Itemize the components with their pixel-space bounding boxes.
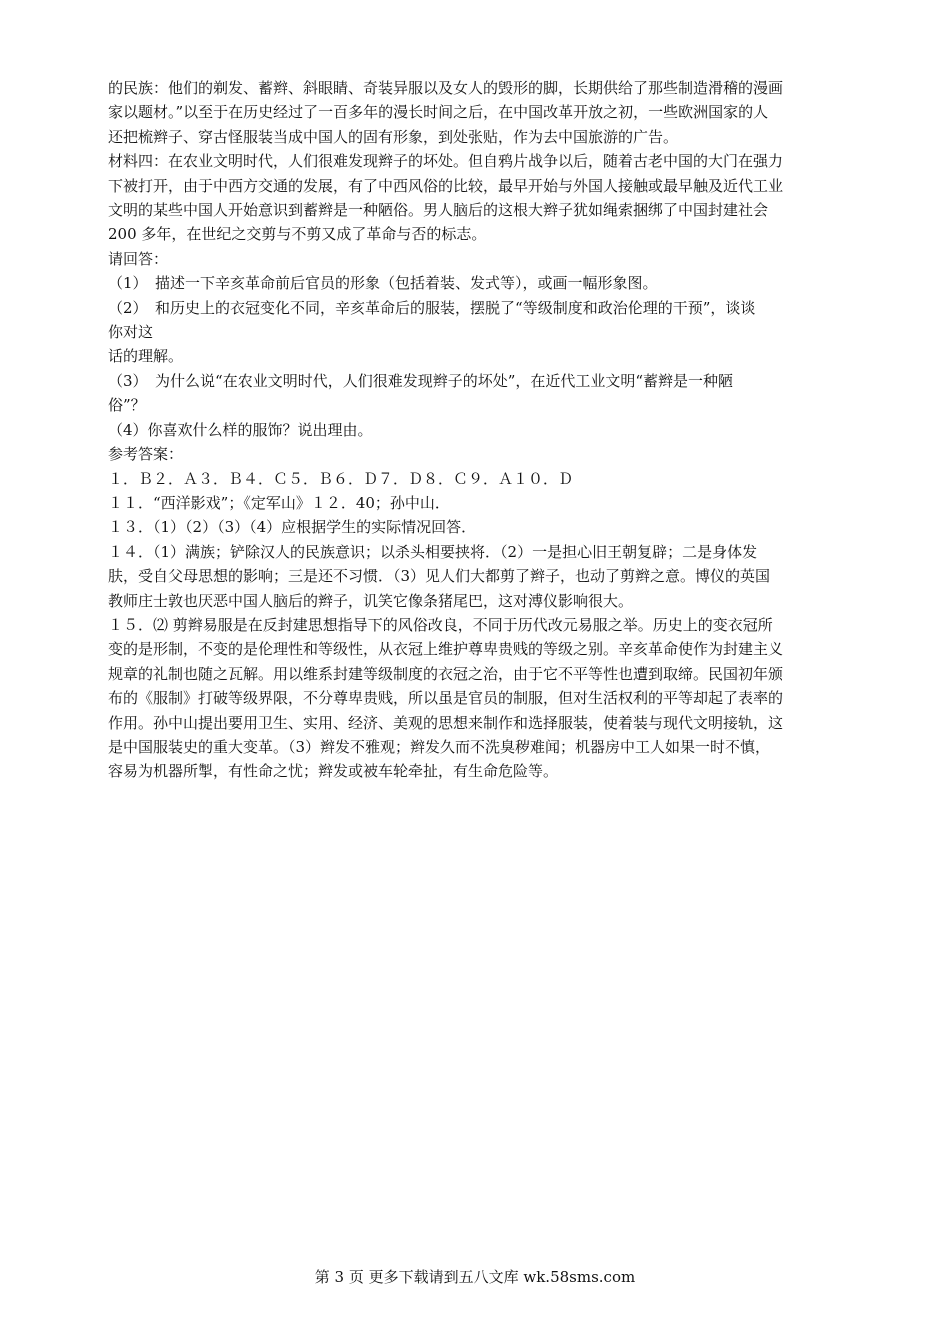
text-line: （2） 和历史上的衣冠变化不同，辛亥革命后的服装，摆脱了“等级制度和政治伦理的干预”，谈谈 xyxy=(108,298,756,317)
text-line: 参考答案： xyxy=(108,445,184,464)
text-line: １４．（1）满族；铲除汉人的民族意识；以杀头相要挟将．（2）一是担心旧王朝复辟；二是身体发 xyxy=(108,542,758,561)
text-line: （4）你喜欢什么样的服饰？说出理由。 xyxy=(108,420,373,439)
text-line: （1） 描述一下辛亥革命前后官员的形象（包括着装、发式等），或画一幅形象图。 xyxy=(108,274,658,293)
text-line: 材料四：在农业文明时代，人们很难发现辫子的坏处。但自鸦片战争以后，随着古老中国的大门在强力 xyxy=(108,152,784,171)
text-line: １．Ｂ２．Ａ３．Ｂ４．Ｃ５．Ｂ６．Ｄ７．Ｄ８．Ｃ９．Ａ１０．Ｄ xyxy=(108,469,574,488)
text-line: 是中国服装史的重大变革。（3）辫发不雅观；辫发久而不洗臭秽难闻；机器房中工人如果一时不慎， xyxy=(108,737,771,756)
text-line: 200 多年，在世纪之交剪与不剪又成了革命与否的标志。 xyxy=(108,225,487,244)
text-line: 文明的某些中国人开始意识到蓄辫是一种陋俗。男人脑后的这根大辫子犹如绳索捆绑了中国封建社会 xyxy=(108,201,769,220)
text-line: 布的《服制》打破等级界限，不分尊卑贵贱，所以虽是官员的制服，但对生活权利的平等却起了表率的 xyxy=(108,689,784,708)
text-line: 俗”？ xyxy=(108,396,146,415)
text-line: １１．“西洋影戏”；《定军山》１２．40；孙中山． xyxy=(108,493,450,512)
text-line: 肤，受自父母思想的影响；三是还不习惯．（3）见人们大都剪了辫子，也动了剪辫之意。博仪的英国 xyxy=(108,567,771,586)
text-line: 作用。孙中山提出要用卫生、实用、经济、美观的思想来制作和选择服装，使着装与现代文明接轨，这 xyxy=(108,713,784,732)
text-line: 请回答： xyxy=(108,249,169,268)
document-body xyxy=(108,76,860,784)
text-line: １３．（1）（2）（3）（4）应根据学生的实际情况回答． xyxy=(108,518,477,537)
text-line: 话的理解。 xyxy=(108,347,184,366)
text-line: 还把梳辫子、穿古怪服装当成中国人的固有形象，到处张贴，作为去中国旅游的广告。 xyxy=(108,127,679,146)
text-line: 变的是形制，不变的是伦理性和等级性，从衣冠上维护尊卑贵贱的等级之别。辛亥革命使作为封建主义 xyxy=(108,640,784,659)
text-line: 家以题材。”以至于在历史经过了一百多年的漫长时间之后，在中国改革开放之初，一些欧洲国家的人 xyxy=(108,103,769,122)
text-line: 的民族：他们的剃发、蓄辫、斜眼睛、奇装异服以及女人的毁形的脚，长期供给了那些制造滑稽的漫画 xyxy=(108,79,784,97)
page-footer: 第 3 页 更多下载请到五八文库 wk.58sms.com xyxy=(314,1268,636,1286)
text-line: 你对这 xyxy=(108,323,154,342)
text-line: （3） 为什么说“在农业文明时代，人们很难发现辫子的坏处”，在近代工业文明“蓄辫是一种陋 xyxy=(108,371,734,390)
text-line: 教师庄士敦也厌恶中国人脑后的辫子，讥笑它像条猪尾巴，这对溥仪影响很大。 xyxy=(108,591,634,610)
text-line: 规章的礼制也随之瓦解。用以维系封建等级制度的衣冠之治，由于它不平等性也遭到取缔。民国初年颁 xyxy=(108,664,784,683)
text-line: １５．⑵ 剪辫易服是在反封建思想指导下的风俗改良，不同于历代改元易服之举。历史上的变衣冠所 xyxy=(108,615,773,634)
text-line: 容易为机器所掣，有性命之忧；辫发或被车轮牵扯，有生命危险等。 xyxy=(108,762,559,781)
text-line: 下被打开，由于中西方交通的发展，有了中西风俗的比较，最早开始与外国人接触或最早触及近代工业 xyxy=(108,176,784,195)
